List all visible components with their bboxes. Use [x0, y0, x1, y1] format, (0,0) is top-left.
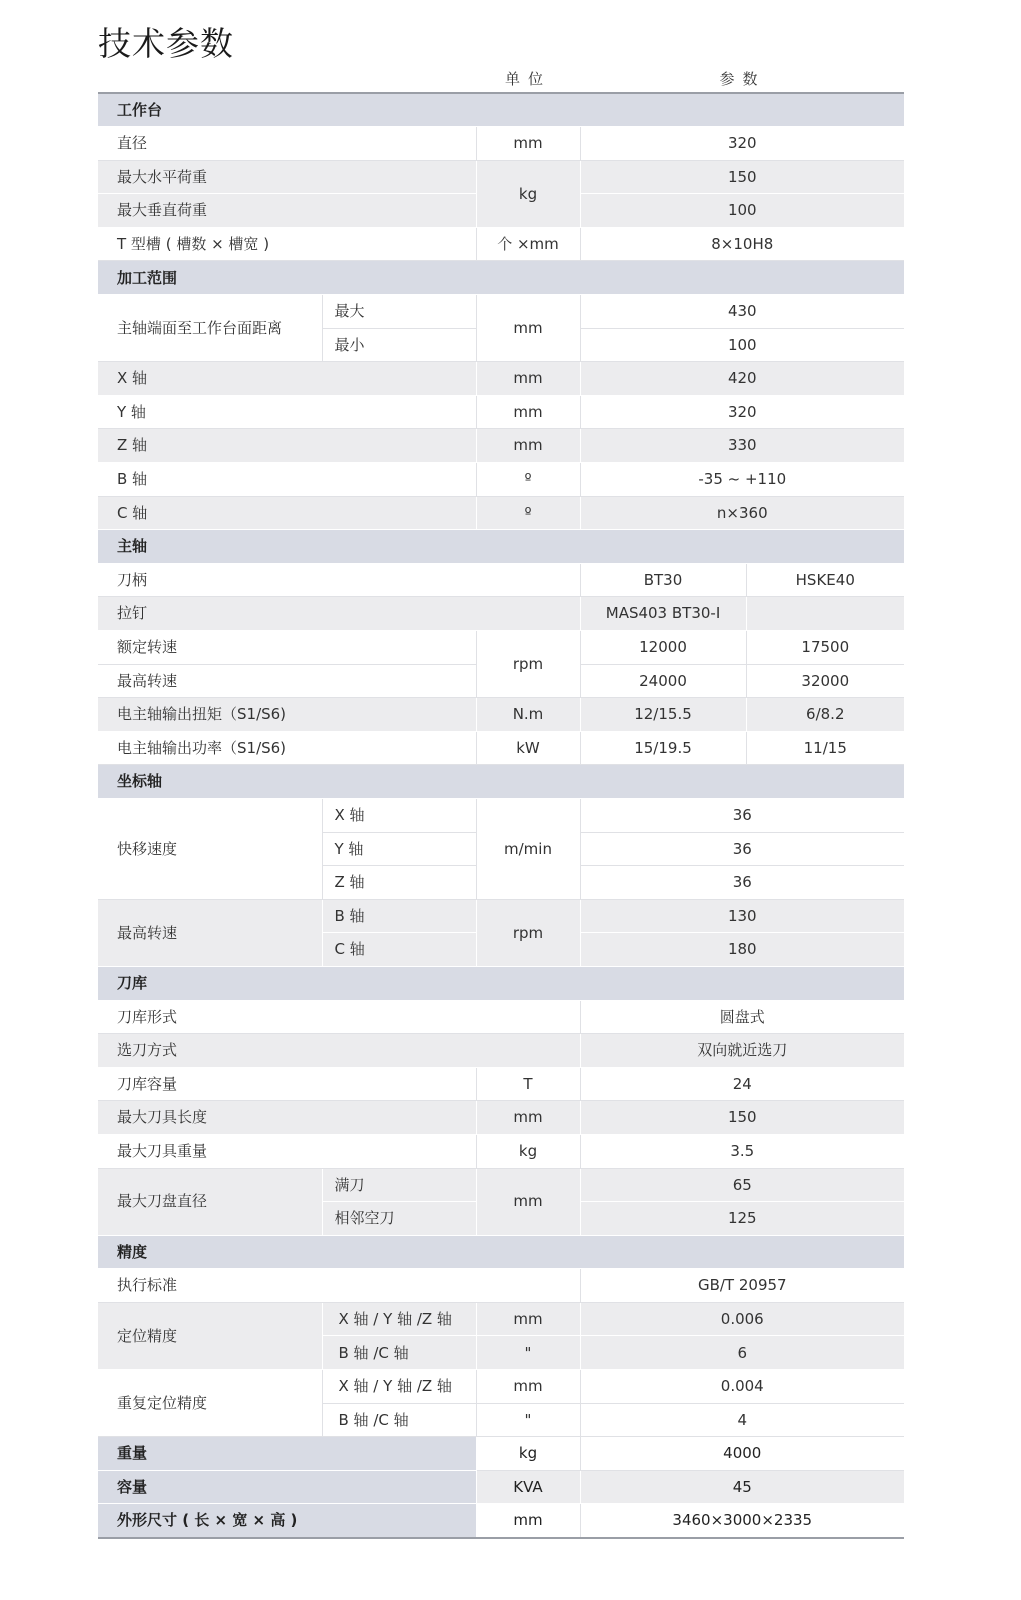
row-label: 最大刀具长度	[98, 1101, 476, 1135]
section-title: 刀库	[98, 966, 904, 1000]
section-header-axes	[98, 765, 904, 799]
row-value: 24	[580, 1067, 904, 1101]
row-value-a: 12/15.5	[580, 698, 746, 732]
row-unit: mm	[476, 429, 580, 463]
section-header-magazine	[98, 966, 904, 1000]
row-value-b: 11/15	[746, 731, 904, 765]
row-label: 最大垂直荷重	[98, 194, 476, 228]
table-row-power-capacity	[98, 1470, 904, 1504]
row-unit: T	[476, 1067, 580, 1101]
row-value-a: 15/19.5	[580, 731, 746, 765]
row-value: 0.004	[580, 1370, 904, 1404]
row-value: 4	[580, 1403, 904, 1437]
table-row	[98, 563, 904, 597]
row-label: 直径	[98, 127, 476, 161]
row-label: 刀库形式	[98, 1000, 580, 1034]
row-value: 36	[580, 866, 904, 900]
row-unit: 个 ×mm	[476, 227, 580, 261]
section-title: 坐标轴	[98, 765, 904, 799]
row-sublabel: 最大	[322, 295, 476, 329]
row-value-b: HSKE40	[746, 563, 904, 597]
row-label: 容量	[98, 1470, 476, 1504]
row-unit: mm	[476, 1101, 580, 1135]
row-label: X 轴	[98, 362, 476, 396]
row-sublabel: B 轴 /C 轴	[322, 1336, 476, 1370]
row-sublabel: Y 轴	[322, 832, 476, 866]
row-value-b: 6/8.2	[746, 698, 904, 732]
table-row	[98, 798, 904, 832]
row-label: 最高转速	[98, 664, 476, 698]
row-unit: mm	[476, 1168, 580, 1235]
table-row	[98, 160, 904, 194]
page-title: 技术参数	[98, 24, 234, 63]
row-value: 双向就近选刀	[580, 1034, 904, 1068]
table-row	[98, 1134, 904, 1168]
row-unit: rpm	[476, 899, 580, 966]
row-unit: º	[476, 496, 580, 530]
row-value: 320	[580, 395, 904, 429]
row-label: 选刀方式	[98, 1034, 580, 1068]
row-value: 4000	[580, 1437, 904, 1471]
row-unit: kW	[476, 731, 580, 765]
table-row	[98, 463, 904, 497]
table-row	[98, 429, 904, 463]
table-row	[98, 1000, 904, 1034]
row-label: 拉钉	[98, 597, 580, 631]
row-unit: "	[476, 1336, 580, 1370]
row-label: 额定转速	[98, 631, 476, 665]
table-row	[98, 631, 904, 665]
row-label: Z 轴	[98, 429, 476, 463]
row-label: 最大水平荷重	[98, 160, 476, 194]
row-value: 36	[580, 832, 904, 866]
section-header-worktable	[98, 93, 904, 127]
row-unit: mm	[476, 1370, 580, 1404]
row-label: 重量	[98, 1437, 476, 1471]
row-sublabel: B 轴 /C 轴	[322, 1403, 476, 1437]
row-value: 100	[580, 328, 904, 362]
row-unit: mm	[476, 1504, 580, 1538]
table-row	[98, 395, 904, 429]
row-value: 430	[580, 295, 904, 329]
table-row	[98, 1269, 904, 1303]
row-value: 100	[580, 194, 904, 228]
row-value: 45	[580, 1470, 904, 1504]
table-row	[98, 496, 904, 530]
row-value: -35 ~ +110	[580, 463, 904, 497]
row-sublabel: 满刀	[322, 1168, 476, 1202]
row-label: 外形尺寸 ( 长 × 宽 × 高 )	[98, 1504, 476, 1538]
row-label: T 型槽 ( 槽数 × 槽宽 )	[98, 227, 476, 261]
row-unit: mm	[476, 362, 580, 396]
column-header-value: 参数	[719, 70, 766, 88]
section-title: 精度	[98, 1235, 904, 1269]
row-value: 0.006	[580, 1302, 904, 1336]
row-value: 130	[580, 899, 904, 933]
row-sublabel: X 轴 / Y 轴 /Z 轴	[322, 1302, 476, 1336]
table-row	[98, 698, 904, 732]
row-value: 330	[580, 429, 904, 463]
row-value: 65	[580, 1168, 904, 1202]
table-row	[98, 731, 904, 765]
row-value: 125	[580, 1202, 904, 1236]
row-value: 3.5	[580, 1134, 904, 1168]
table-row	[98, 597, 904, 631]
row-label: 电主轴输出扭矩（S1/S6)	[98, 698, 476, 732]
row-value: n×360	[580, 496, 904, 530]
table-row	[98, 1302, 904, 1336]
section-header-accuracy	[98, 1235, 904, 1269]
table-row	[98, 295, 904, 329]
table-row-weight	[98, 1437, 904, 1471]
row-label: 定位精度	[98, 1302, 322, 1369]
row-label: B 轴	[98, 463, 476, 497]
row-unit: N.m	[476, 698, 580, 732]
row-label: 刀库容量	[98, 1067, 476, 1101]
row-value-a: 12000	[580, 631, 746, 665]
row-sublabel: Z 轴	[322, 866, 476, 900]
row-value: 150	[580, 160, 904, 194]
row-value: 圆盘式	[580, 1000, 904, 1034]
table-row	[98, 1168, 904, 1202]
row-value-a: 24000	[580, 664, 746, 698]
row-sublabel: 最小	[322, 328, 476, 362]
table-row	[98, 1101, 904, 1135]
row-unit: rpm	[476, 631, 580, 698]
row-value: 3460×3000×2335	[580, 1504, 904, 1538]
row-sublabel: B 轴	[322, 899, 476, 933]
row-label: 最高转速	[98, 899, 322, 966]
row-value-b: 32000	[746, 664, 904, 698]
row-value: 150	[580, 1101, 904, 1135]
table-row	[98, 1034, 904, 1068]
row-value: 6	[580, 1336, 904, 1370]
row-value: 180	[580, 933, 904, 967]
spec-table	[98, 92, 904, 1539]
row-label: 最大刀盘直径	[98, 1168, 322, 1235]
row-unit: mm	[476, 1302, 580, 1336]
row-value: 36	[580, 798, 904, 832]
row-unit: º	[476, 463, 580, 497]
section-title: 主轴	[98, 530, 904, 564]
section-header-machining-range	[98, 261, 904, 295]
row-unit: kg	[476, 1437, 580, 1471]
section-title: 工作台	[98, 93, 904, 127]
row-value-b	[746, 597, 904, 631]
row-unit: "	[476, 1403, 580, 1437]
row-value: 320	[580, 127, 904, 161]
row-sublabel: 相邻空刀	[322, 1202, 476, 1236]
table-row-dimensions	[98, 1504, 904, 1538]
row-unit: mm	[476, 395, 580, 429]
row-label: 主轴端面至工作台面距离	[98, 295, 322, 362]
row-value: GB/T 20957	[580, 1269, 904, 1303]
row-value: 8×10H8	[580, 227, 904, 261]
row-value: 420	[580, 362, 904, 396]
row-value-a: BT30	[580, 563, 746, 597]
row-unit: m/min	[476, 798, 580, 899]
table-row	[98, 127, 904, 161]
table-row	[98, 1370, 904, 1404]
row-unit: mm	[476, 295, 580, 362]
row-value-b: 17500	[746, 631, 904, 665]
section-title: 加工范围	[98, 261, 904, 295]
row-label: C 轴	[98, 496, 476, 530]
row-label: 重复定位精度	[98, 1370, 322, 1437]
row-label: Y 轴	[98, 395, 476, 429]
row-label: 最大刀具重量	[98, 1134, 476, 1168]
row-unit: kg	[476, 160, 580, 227]
column-header-unit: 单位	[504, 70, 551, 88]
table-row	[98, 1067, 904, 1101]
row-label: 快移速度	[98, 798, 322, 899]
table-row	[98, 227, 904, 261]
row-label: 电主轴输出功率（S1/S6)	[98, 731, 476, 765]
row-unit: kg	[476, 1134, 580, 1168]
row-sublabel: X 轴 / Y 轴 /Z 轴	[322, 1370, 476, 1404]
row-label: 刀柄	[98, 563, 580, 597]
table-row	[98, 362, 904, 396]
row-sublabel: X 轴	[322, 798, 476, 832]
row-unit: KVA	[476, 1470, 580, 1504]
table-row	[98, 899, 904, 933]
row-value-a: MAS403 BT30-I	[580, 597, 746, 631]
section-header-spindle	[98, 530, 904, 564]
row-sublabel: C 轴	[322, 933, 476, 967]
row-label: 执行标准	[98, 1269, 580, 1303]
row-unit: mm	[476, 127, 580, 161]
